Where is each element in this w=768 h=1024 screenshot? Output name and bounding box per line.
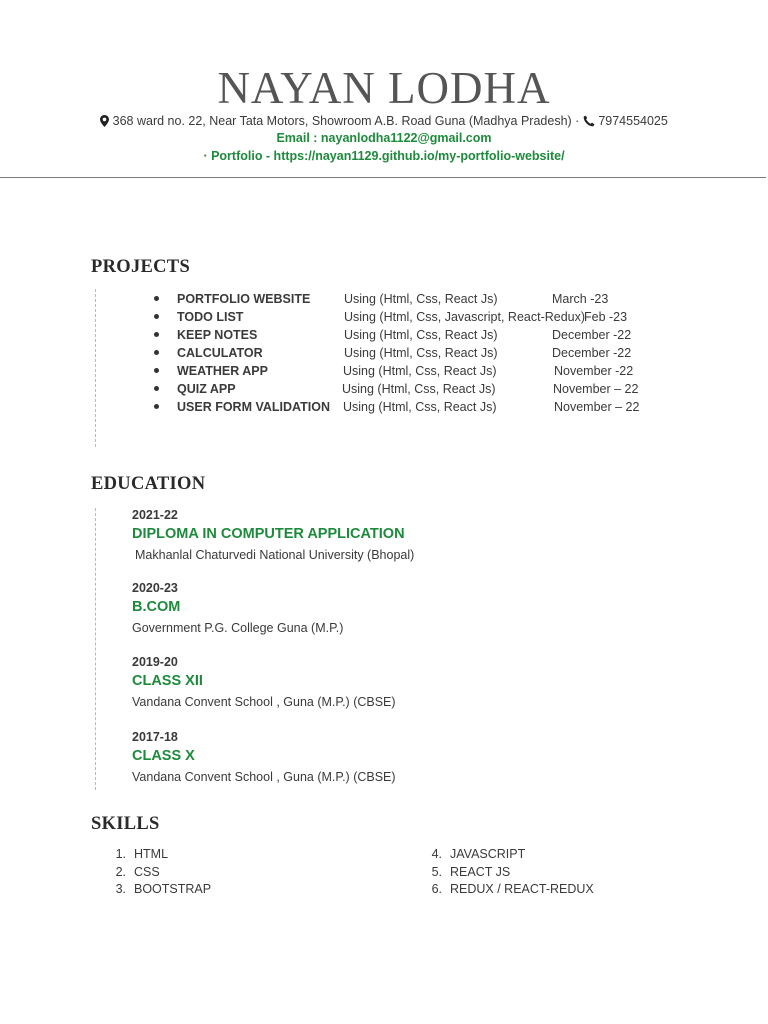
project-date: Feb -23 [584,310,628,324]
project-date: November – 22 [554,400,640,414]
project-tech: Using (Html, Css, Javascript, React-Redux) [344,310,586,324]
phone-icon [583,115,595,131]
project-tech: Using (Html, Css, React Js) [342,382,496,396]
education-degree: CLASS XII [132,673,203,689]
skill-name: REDUX / REACT-REDUX [450,882,594,896]
education-institution: Vandana Convent School , Guna (M.P.) (CBSE) [132,770,396,784]
education-year: 2021-22 [132,508,178,522]
skill-item [104,846,168,863]
skill-number: 2. [115,865,126,879]
project-tech: Using (Html, Css, React Js) [344,346,498,360]
project-date: March -23 [552,292,609,306]
skill-number: 6. [431,882,442,896]
education-institution: Vandana Convent School , Guna (M.P.) (CBSE) [132,695,396,709]
skill-name: HTML [134,847,169,861]
bullet-icon [154,332,159,337]
education-year: 2019-20 [132,655,178,669]
project-name: PORTFOLIO WEBSITE [177,292,311,306]
project-item [0,362,768,380]
project-date: December -22 [552,328,632,342]
project-item [0,326,768,344]
education-degree: DIPLOMA IN COMPUTER APPLICATION [132,526,405,542]
skill-item [420,881,594,898]
project-item [0,380,768,398]
bullet-icon [154,386,159,391]
project-item [0,308,768,326]
bullet-icon [154,368,159,373]
phone-text[interactable]: 7974554025 [598,114,668,128]
project-name: QUIZ APP [177,382,236,396]
project-date: December -22 [552,346,632,360]
bullet-icon [154,350,159,355]
skill-number: 1. [115,847,126,861]
email-link[interactable]: Email : nayanlodha1122@gmail.com [276,131,492,145]
skill-item [104,881,211,898]
project-name: TODO LIST [177,310,244,324]
skill-name: CSS [134,865,160,879]
contact-separator: · [575,114,580,128]
skill-number: 4. [431,847,442,861]
project-name: KEEP NOTES [177,328,258,342]
project-date: November -22 [554,364,634,378]
skill-name: REACT JS [450,865,511,879]
project-tech: Using (Html, Css, React Js) [344,328,498,342]
project-item [0,290,768,308]
project-tech: Using (Html, Css, React Js) [343,400,497,414]
map-pin-icon [100,115,109,131]
project-name: WEATHER APP [177,364,268,378]
education-heading: EDUCATION [91,474,206,494]
resume-name: NAYAN LODHA [217,63,551,113]
skill-item [420,846,525,863]
project-name: USER FORM VALIDATION [177,400,331,414]
skill-name: BOOTSTRAP [134,882,212,896]
project-date: November – 22 [553,382,639,396]
skill-item [104,864,160,881]
education-year: 2020-23 [132,581,178,595]
bullet-icon [154,314,159,319]
contact-line [0,113,768,131]
header-divider [0,177,766,178]
project-tech: Using (Html, Css, React Js) [344,292,498,306]
project-name: CALCULATOR [177,346,263,360]
education-year: 2017-18 [132,730,178,744]
education-degree: B.COM [132,599,181,615]
education-institution: Government P.G. College Guna (M.P.) [132,621,344,635]
education-side-rule [95,508,96,790]
skills-heading: SKILLS [91,814,160,834]
bullet-icon [154,404,159,409]
skill-number: 5. [431,865,442,879]
education-institution: Makhanlal Chaturvedi National University (Bhopal) [135,548,415,562]
bullet-icon [154,296,159,301]
address-text: 368 ward no. 22, Near Tata Motors, Showroom A.B. Road Guna (Madhya Pradesh) [112,114,572,128]
project-tech: Using (Html, Css, React Js) [343,364,497,378]
portfolio-link[interactable]: · Portfolio - https://nayan1129.github.io/my-portfolio-website/ [203,149,565,163]
skill-number: 3. [115,882,126,896]
skill-item [420,864,510,881]
project-item [0,344,768,362]
project-item [0,398,768,416]
education-degree: CLASS X [132,748,195,764]
projects-heading: PROJECTS [91,257,191,277]
skill-name: JAVASCRIPT [450,847,526,861]
